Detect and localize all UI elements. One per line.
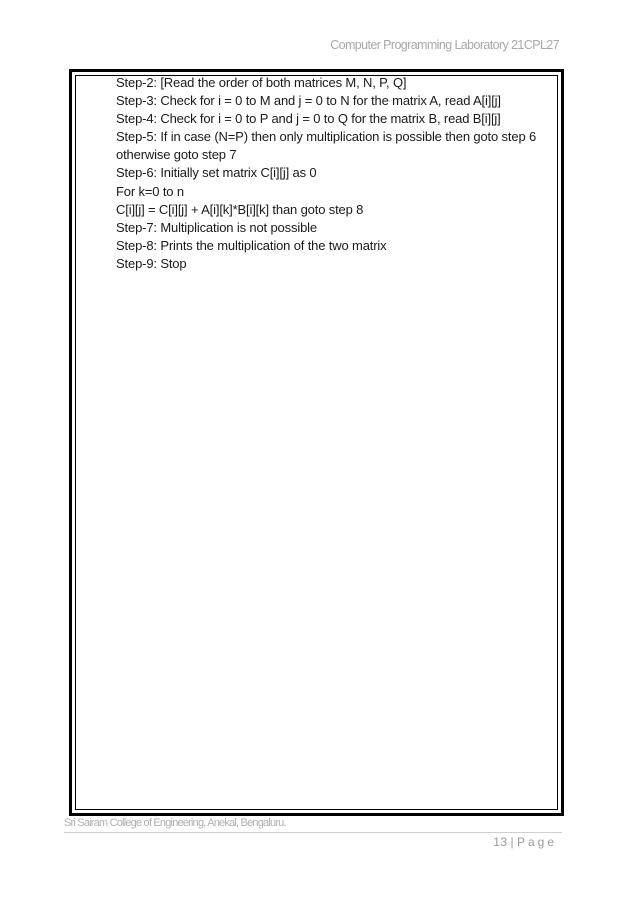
algorithm-step: Step-2: [Read the order of both matrices M, N, P, Q] [116, 75, 407, 90]
footer-divider [64, 832, 562, 833]
page-number-value: 13 [493, 835, 508, 849]
algorithm-step: Step-3: Check for i = 0 to M and j = 0 to N for the matrix A, read A[i][j] [116, 93, 501, 109]
footer-institute: Sri Sairam College of Engineering, Anekal, Bengaluru. [64, 817, 286, 829]
algorithm-loop-line: For k=0 to n [116, 183, 184, 199]
page-number [493, 835, 557, 849]
page-word: Page [516, 835, 557, 849]
page-number-separator: | [510, 835, 514, 849]
algorithm-formula-line: C[i][j] = C[i][j] + A[i][k]*B[i][k] than goto step 8 [116, 201, 364, 217]
algorithm-text [116, 74, 556, 273]
algorithm-step: Step-5: If in case (N=P) then only multiplication is possible then goto step 6 [116, 129, 537, 145]
algorithm-step: Step-8: Prints the multiplication of the two matrix [116, 237, 387, 253]
algorithm-step: Step-9: Stop [116, 255, 187, 271]
algorithm-step: Step-7: Multiplication is not possible [116, 219, 317, 235]
algorithm-step: Step-6: Initially set matrix C[i][j] as 0 [116, 165, 317, 181]
running-header: Computer Programming Laboratory 21CPL27 [330, 38, 559, 52]
algorithm-step: Step-4: Check for i = 0 to P and j = 0 to Q for the matrix B, read B[i][j] [116, 111, 501, 127]
algorithm-step-continuation: otherwise goto step 7 [116, 147, 237, 163]
